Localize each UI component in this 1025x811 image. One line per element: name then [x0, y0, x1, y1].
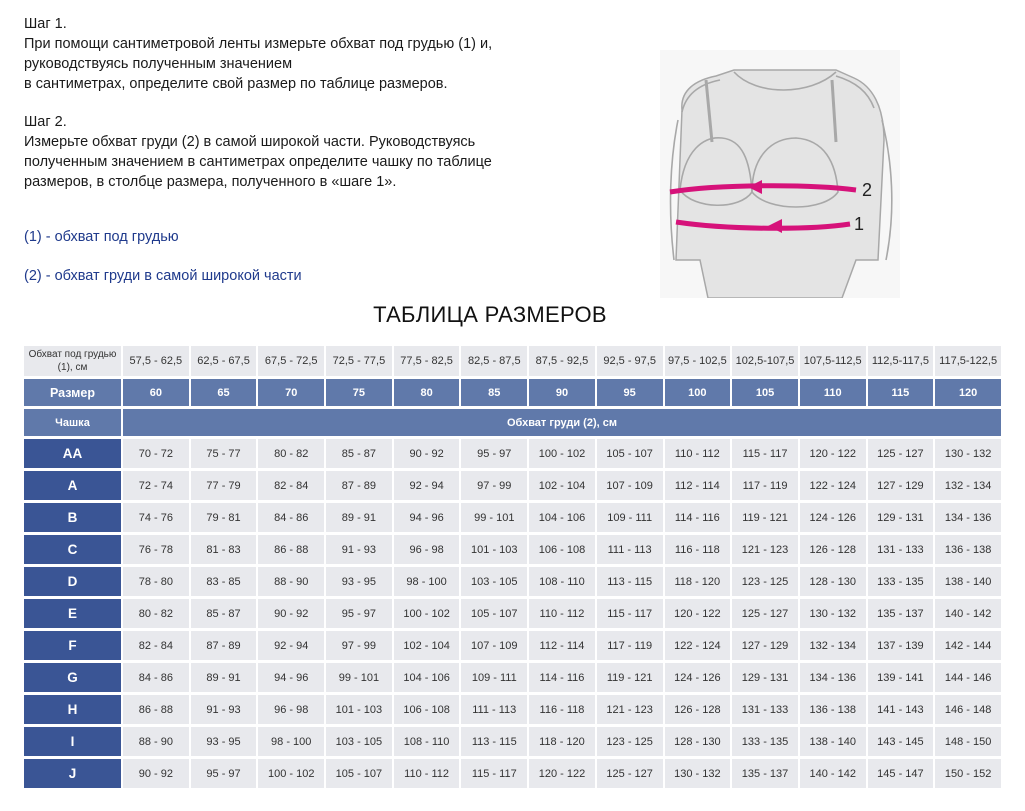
- bust-value-cell: 144 - 146: [935, 663, 1001, 692]
- bust-value-cell: 125 - 127: [597, 759, 663, 788]
- bust-value-cell: 82 - 84: [258, 471, 324, 500]
- underbust-range-cell: 92,5 - 97,5: [597, 346, 663, 376]
- size-value-cell: 65: [191, 379, 257, 406]
- bust-value-cell: 108 - 110: [529, 567, 595, 596]
- bust-value-cell: 92 - 94: [258, 631, 324, 660]
- underbust-range-cell: 72,5 - 77,5: [326, 346, 392, 376]
- bust-value-cell: 114 - 116: [529, 663, 595, 692]
- bust-value-cell: 133 - 135: [868, 567, 934, 596]
- bust-value-cell: 135 - 137: [868, 599, 934, 628]
- bust-value-cell: 101 - 103: [326, 695, 392, 724]
- bust-value-cell: 134 - 136: [800, 663, 866, 692]
- bust-value-cell: 133 - 135: [732, 727, 798, 756]
- step2-line: Измерьте обхват груди (2) в самой широкой части. Руководствуясь: [24, 134, 476, 150]
- step1-line: руководствуясь полученным значением: [24, 56, 293, 72]
- bust-value-cell: 139 - 141: [868, 663, 934, 692]
- bust-value-cell: 146 - 148: [935, 695, 1001, 724]
- bust-value-cell: 121 - 123: [732, 535, 798, 564]
- bust-value-cell: 110 - 112: [394, 759, 460, 788]
- bust-value-cell: 90 - 92: [394, 439, 460, 468]
- underbust-range-cell: 107,5-112,5: [800, 346, 866, 376]
- size-value-cell: 95: [597, 379, 663, 406]
- bust-value-cell: 138 - 140: [800, 727, 866, 756]
- cup-row: [24, 567, 1001, 596]
- bust-value-cell: 143 - 145: [868, 727, 934, 756]
- bust-value-cell: 76 - 78: [123, 535, 189, 564]
- bust-value-cell: 125 - 127: [868, 439, 934, 468]
- underbust-row: [24, 346, 1001, 376]
- bust-value-cell: 94 - 96: [394, 503, 460, 532]
- bust-value-cell: 102 - 104: [394, 631, 460, 660]
- bust-value-cell: 81 - 83: [191, 535, 257, 564]
- bust-value-cell: 127 - 129: [868, 471, 934, 500]
- bust-value-cell: 122 - 124: [800, 471, 866, 500]
- underbust-header-cell: Обхват под грудью (1), см: [24, 346, 121, 376]
- bust-value-cell: 100 - 102: [394, 599, 460, 628]
- bust-value-cell: 90 - 92: [258, 599, 324, 628]
- bust-value-cell: 99 - 101: [461, 503, 527, 532]
- underbust-range-cell: 87,5 - 92,5: [529, 346, 595, 376]
- step2-line: размеров, в столбце размера, полученного в «шаге 1».: [24, 174, 397, 190]
- bust-value-cell: 123 - 125: [732, 567, 798, 596]
- bust-value-cell: 119 - 121: [732, 503, 798, 532]
- bust-value-cell: 74 - 76: [123, 503, 189, 532]
- size-value-cell: 80: [394, 379, 460, 406]
- underbust-range-cell: 57,5 - 62,5: [123, 346, 189, 376]
- bust-value-cell: 98 - 100: [258, 727, 324, 756]
- bust-value-cell: 111 - 113: [597, 535, 663, 564]
- cup-label-cell: AA: [24, 439, 121, 468]
- size-value-cell: 75: [326, 379, 392, 406]
- size-value-cell: 85: [461, 379, 527, 406]
- underbust-range-cell: 62,5 - 67,5: [191, 346, 257, 376]
- cup-label-cell: I: [24, 727, 121, 756]
- bust-value-cell: 115 - 117: [597, 599, 663, 628]
- size-value-cell: 110: [800, 379, 866, 406]
- bust-value-cell: 77 - 79: [191, 471, 257, 500]
- bust-value-cell: 88 - 90: [123, 727, 189, 756]
- bust-value-cell: 110 - 112: [529, 599, 595, 628]
- size-header-cell: Размер: [24, 379, 121, 406]
- bust-value-cell: 90 - 92: [123, 759, 189, 788]
- cup-row: [24, 663, 1001, 692]
- bust-value-cell: 109 - 111: [461, 663, 527, 692]
- cup-header-cell: Чашка: [24, 409, 121, 436]
- bust-value-cell: 83 - 85: [191, 567, 257, 596]
- bust-value-cell: 145 - 147: [868, 759, 934, 788]
- size-value-cell: 60: [123, 379, 189, 406]
- bust-value-cell: 79 - 81: [191, 503, 257, 532]
- cup-label-cell: F: [24, 631, 121, 660]
- underbust-range-cell: 112,5-117,5: [868, 346, 934, 376]
- bust-value-cell: 95 - 97: [326, 599, 392, 628]
- step2-title: Шаг 2.: [24, 114, 67, 130]
- bust-value-cell: 112 - 114: [529, 631, 595, 660]
- bust-value-cell: 103 - 105: [461, 567, 527, 596]
- bust-value-cell: 124 - 126: [800, 503, 866, 532]
- bust-value-cell: 106 - 108: [529, 535, 595, 564]
- bust-value-cell: 116 - 118: [529, 695, 595, 724]
- bust-value-cell: 148 - 150: [935, 727, 1001, 756]
- bust-value-cell: 85 - 87: [191, 599, 257, 628]
- bust-value-cell: 70 - 72: [123, 439, 189, 468]
- bust-value-cell: 87 - 89: [191, 631, 257, 660]
- size-table-body: [24, 346, 1001, 788]
- bust-value-cell: 86 - 88: [123, 695, 189, 724]
- step1-title: Шаг 1.: [24, 16, 67, 32]
- bust-value-cell: 138 - 140: [935, 567, 1001, 596]
- torso-drawing: [660, 50, 900, 298]
- bust-value-cell: 114 - 116: [665, 503, 731, 532]
- bust-value-cell: 97 - 99: [326, 631, 392, 660]
- cup-label-cell: D: [24, 567, 121, 596]
- bust-value-cell: 104 - 106: [394, 663, 460, 692]
- bust-value-cell: 130 - 132: [935, 439, 1001, 468]
- bust-value-cell: 93 - 95: [326, 567, 392, 596]
- cup-row: [24, 535, 1001, 564]
- underbust-range-cell: 77,5 - 82,5: [394, 346, 460, 376]
- legend-underbust: (1) - обхват под грудью: [24, 229, 179, 245]
- bust-value-cell: 107 - 109: [461, 631, 527, 660]
- bust-value-cell: 88 - 90: [258, 567, 324, 596]
- bust-value-cell: 72 - 74: [123, 471, 189, 500]
- cup-label-cell: E: [24, 599, 121, 628]
- table-title: ТАБЛИЦА РАЗМЕРОВ: [373, 302, 607, 327]
- bust-value-cell: 120 - 122: [529, 759, 595, 788]
- bust-value-cell: 99 - 101: [326, 663, 392, 692]
- instructions: [24, 14, 584, 192]
- bust-value-cell: 128 - 130: [665, 727, 731, 756]
- cup-row: [24, 727, 1001, 756]
- step2-line: полученным значением в сантиметрах определите чашку по таблице: [24, 154, 492, 170]
- cup-header-row: [24, 409, 1001, 436]
- bust-value-cell: 128 - 130: [800, 567, 866, 596]
- bust-value-cell: 84 - 86: [123, 663, 189, 692]
- size-value-cell: 100: [665, 379, 731, 406]
- cup-row: [24, 439, 1001, 468]
- bust-value-cell: 101 - 103: [461, 535, 527, 564]
- bust-value-cell: 150 - 152: [935, 759, 1001, 788]
- size-value-cell: 120: [935, 379, 1001, 406]
- size-value-cell: 70: [258, 379, 324, 406]
- bust-value-cell: 122 - 124: [665, 631, 731, 660]
- size-value-cell: 115: [868, 379, 934, 406]
- bust-value-cell: 92 - 94: [394, 471, 460, 500]
- bust-value-cell: 98 - 100: [394, 567, 460, 596]
- bust-value-cell: 132 - 134: [800, 631, 866, 660]
- bust-value-cell: 116 - 118: [665, 535, 731, 564]
- bust-value-cell: 96 - 98: [258, 695, 324, 724]
- bust-value-cell: 117 - 119: [732, 471, 798, 500]
- bust-value-cell: 115 - 117: [732, 439, 798, 468]
- bust-value-cell: 140 - 142: [800, 759, 866, 788]
- cup-row: [24, 631, 1001, 660]
- bust-value-cell: 118 - 120: [529, 727, 595, 756]
- bust-value-cell: 117 - 119: [597, 631, 663, 660]
- bust-value-cell: 102 - 104: [529, 471, 595, 500]
- bust-value-cell: 134 - 136: [935, 503, 1001, 532]
- cup-label-cell: B: [24, 503, 121, 532]
- bust-value-cell: 123 - 125: [597, 727, 663, 756]
- bust-value-cell: 107 - 109: [597, 471, 663, 500]
- cup-row: [24, 503, 1001, 532]
- bust-value-cell: 127 - 129: [732, 631, 798, 660]
- bust-value-cell: 120 - 122: [800, 439, 866, 468]
- bust-value-cell: 137 - 139: [868, 631, 934, 660]
- cup-row: [24, 471, 1001, 500]
- bust-value-cell: 105 - 107: [597, 439, 663, 468]
- bust-value-cell: 100 - 102: [529, 439, 595, 468]
- bust-value-cell: 113 - 115: [461, 727, 527, 756]
- bust-value-cell: 105 - 107: [461, 599, 527, 628]
- bust-value-cell: 91 - 93: [191, 695, 257, 724]
- bust-value-cell: 125 - 127: [732, 599, 798, 628]
- bust-value-cell: 126 - 128: [800, 535, 866, 564]
- bust-value-cell: 105 - 107: [326, 759, 392, 788]
- size-row: [24, 379, 1001, 406]
- bust-value-cell: 126 - 128: [665, 695, 731, 724]
- bust-value-cell: 120 - 122: [665, 599, 731, 628]
- underbust-range-cell: 117,5-122,5: [935, 346, 1001, 376]
- bust-value-cell: 121 - 123: [597, 695, 663, 724]
- bust-value-cell: 95 - 97: [191, 759, 257, 788]
- measurement-illustration: [660, 50, 900, 298]
- bust-value-cell: 78 - 80: [123, 567, 189, 596]
- bust-label-2: 2: [862, 180, 873, 200]
- size-value-cell: 105: [732, 379, 798, 406]
- bust-value-cell: 111 - 113: [461, 695, 527, 724]
- bust-value-cell: 87 - 89: [326, 471, 392, 500]
- bust-value-cell: 115 - 117: [461, 759, 527, 788]
- bust-value-cell: 119 - 121: [597, 663, 663, 692]
- bust-value-cell: 89 - 91: [191, 663, 257, 692]
- bust-value-cell: 80 - 82: [123, 599, 189, 628]
- bust-header-cell: Обхват груди (2), см: [123, 409, 1001, 436]
- bust-value-cell: 135 - 137: [732, 759, 798, 788]
- bust-value-cell: 75 - 77: [191, 439, 257, 468]
- bust-value-cell: 109 - 111: [597, 503, 663, 532]
- bust-value-cell: 82 - 84: [123, 631, 189, 660]
- cup-label-cell: J: [24, 759, 121, 788]
- bust-value-cell: 130 - 132: [665, 759, 731, 788]
- underbust-label-1: 1: [854, 214, 865, 234]
- bust-value-cell: 85 - 87: [326, 439, 392, 468]
- bust-value-cell: 103 - 105: [326, 727, 392, 756]
- size-value-cell: 90: [529, 379, 595, 406]
- underbust-range-cell: 67,5 - 72,5: [258, 346, 324, 376]
- bust-value-cell: 84 - 86: [258, 503, 324, 532]
- bust-value-cell: 91 - 93: [326, 535, 392, 564]
- bust-value-cell: 140 - 142: [935, 599, 1001, 628]
- bust-value-cell: 129 - 131: [732, 663, 798, 692]
- underbust-range-cell: 97,5 - 102,5: [665, 346, 731, 376]
- bust-value-cell: 124 - 126: [665, 663, 731, 692]
- cup-row: [24, 695, 1001, 724]
- bust-value-cell: 94 - 96: [258, 663, 324, 692]
- bust-value-cell: 112 - 114: [665, 471, 731, 500]
- cup-label-cell: H: [24, 695, 121, 724]
- bust-value-cell: 86 - 88: [258, 535, 324, 564]
- underbust-range-cell: 82,5 - 87,5: [461, 346, 527, 376]
- bust-value-cell: 89 - 91: [326, 503, 392, 532]
- bust-value-cell: 130 - 132: [800, 599, 866, 628]
- bust-value-cell: 136 - 138: [935, 535, 1001, 564]
- bust-value-cell: 142 - 144: [935, 631, 1001, 660]
- bust-value-cell: 118 - 120: [665, 567, 731, 596]
- bust-value-cell: 132 - 134: [935, 471, 1001, 500]
- cup-label-cell: C: [24, 535, 121, 564]
- bust-value-cell: 131 - 133: [868, 535, 934, 564]
- bust-value-cell: 96 - 98: [394, 535, 460, 564]
- bust-value-cell: 108 - 110: [394, 727, 460, 756]
- bust-value-cell: 95 - 97: [461, 439, 527, 468]
- bust-value-cell: 100 - 102: [258, 759, 324, 788]
- bust-value-cell: 97 - 99: [461, 471, 527, 500]
- cup-row: [24, 599, 1001, 628]
- step1-line: в сантиметрах, определите свой размер по таблице размеров.: [24, 76, 448, 92]
- step1-line: При помощи сантиметровой ленты измерьте обхват под грудью (1) и,: [24, 36, 493, 52]
- size-table: [22, 343, 1003, 791]
- bust-value-cell: 129 - 131: [868, 503, 934, 532]
- legend-bust: (2) - обхват груди в самой широкой части: [24, 268, 302, 284]
- bust-value-cell: 80 - 82: [258, 439, 324, 468]
- bust-value-cell: 93 - 95: [191, 727, 257, 756]
- bust-value-cell: 104 - 106: [529, 503, 595, 532]
- bust-value-cell: 141 - 143: [868, 695, 934, 724]
- bust-value-cell: 131 - 133: [732, 695, 798, 724]
- underbust-range-cell: 102,5-107,5: [732, 346, 798, 376]
- bust-value-cell: 113 - 115: [597, 567, 663, 596]
- cup-row: [24, 759, 1001, 788]
- bust-value-cell: 110 - 112: [665, 439, 731, 468]
- bust-value-cell: 136 - 138: [800, 695, 866, 724]
- cup-label-cell: G: [24, 663, 121, 692]
- bust-value-cell: 106 - 108: [394, 695, 460, 724]
- cup-label-cell: A: [24, 471, 121, 500]
